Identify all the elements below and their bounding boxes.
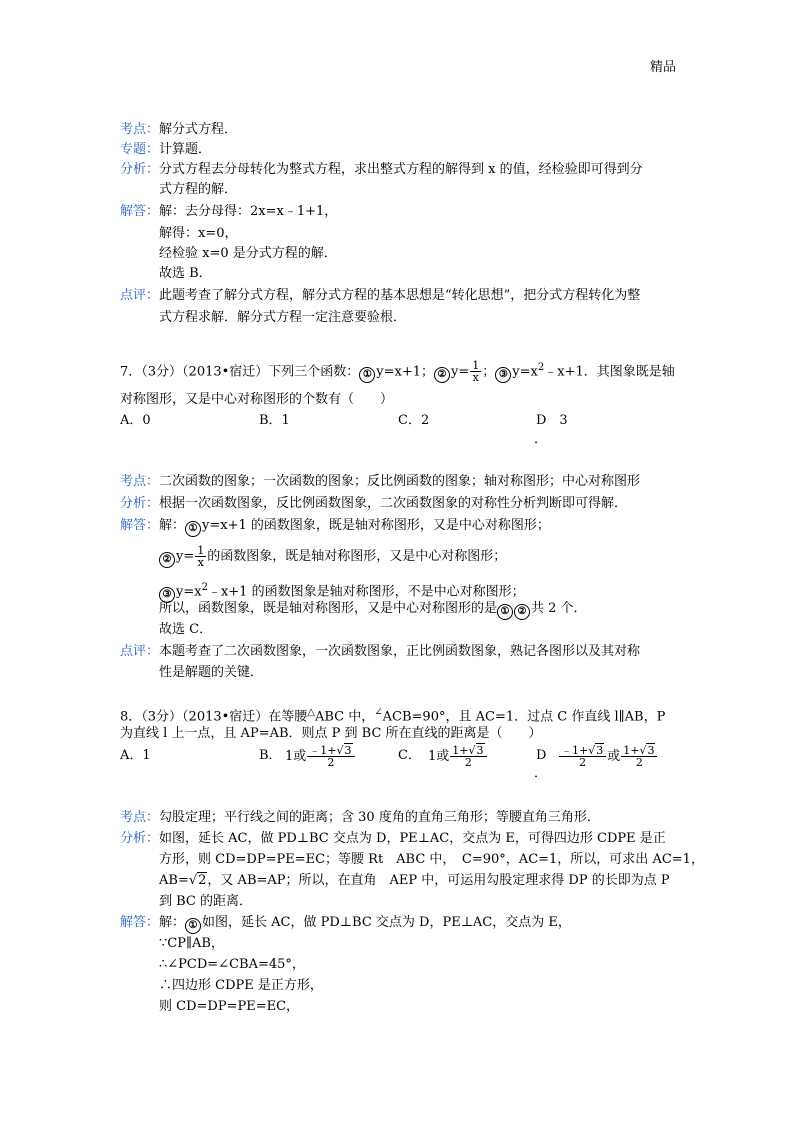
q8-jieda-1b: 如图，延长 AC，做 PD⊥BC 交点为 D，PE⊥AC，交点为 E， xyxy=(202,915,571,930)
q8-jieda-row xyxy=(120,915,571,934)
q8-option-c-label: C． xyxy=(398,748,421,763)
circled-3: ③ xyxy=(159,587,175,603)
q7-stem-line-1 xyxy=(120,358,675,383)
q7-f2-post: ； xyxy=(482,364,496,380)
frac-num: 1+√3 xyxy=(621,745,657,757)
q7-jieda-line-5: 故选 C． xyxy=(159,622,213,637)
zhuanti-text: 计算题． xyxy=(159,142,212,157)
q8-stem-line-2: 为直线 l 上一点，且 AP=AB．则点 P 到 BC 所在直线的距离是（ ） xyxy=(120,726,542,741)
radicand: 3 xyxy=(596,744,604,757)
q7-f2-pre: y= xyxy=(451,364,470,380)
jieda-tag: 解答： xyxy=(120,204,160,219)
circled-2: ② xyxy=(514,604,530,620)
fraction-1-over-x xyxy=(195,545,206,568)
fenxi-tag: 分析： xyxy=(120,162,160,177)
fraction-1-plus-root3-over-2 xyxy=(450,745,486,768)
q8-option-b-value xyxy=(285,745,356,768)
q7-jieda-tag: 解答： xyxy=(120,518,160,533)
q7-kaodian-text: 二次函数的图象；一次函数的图象；反比例函数的图象；轴对称图形；中心对称图形 xyxy=(159,474,641,489)
q8-option-d-label: D xyxy=(536,748,547,763)
circled-2: ② xyxy=(434,367,450,383)
q8-jieda-3: ∴∠PCD=∠CBA=45°， xyxy=(159,957,305,972)
fenxi-row xyxy=(120,162,643,178)
q7-jieda-line-3 xyxy=(159,580,525,603)
q7-jieda-4b: 共 2 个． xyxy=(531,601,587,616)
q8-stem-line-1 xyxy=(120,705,665,725)
radicand: 3 xyxy=(476,744,484,757)
q8-stem-1c: ACB=90°，且 AC=1．过点 C 作直线 l xyxy=(382,709,619,725)
q8-option-c-value xyxy=(428,745,488,768)
q8-jieda-4: ∴四边形 CDPE 是正方形， xyxy=(159,978,323,993)
q8-stem-1a: 8．（3分）（2013•宿迁）在等腰 xyxy=(120,709,308,725)
q7-jieda-4a: 所以，函数图象，既是轴对称图形，又是中心对称图形的是 xyxy=(159,601,498,616)
kaodian-text: 解分式方程． xyxy=(159,122,238,137)
q7-stem-line-2: 对称图形，又是中心对称图形的个数有（ ） xyxy=(120,392,394,407)
frac-den: 2 xyxy=(635,756,643,769)
q8-fenxi-tag: 分析： xyxy=(120,831,160,846)
q8-option-d-value xyxy=(558,745,658,768)
q8-fenxi-4: 到 BC 的距离． xyxy=(159,894,253,909)
q7-f1: y=x+1； xyxy=(376,364,435,380)
q7-fenxi-row xyxy=(120,496,627,512)
zhuanti-tag: 专题： xyxy=(120,142,160,157)
q7-f3: y=x xyxy=(512,364,538,380)
q8-fenxi-line-3 xyxy=(159,873,670,889)
frac-den: x xyxy=(197,556,204,569)
q8-stem-1d: AB，P xyxy=(624,709,666,725)
q7-option-c: C．2 xyxy=(398,413,430,428)
frac-num: 1 xyxy=(472,359,480,373)
q7-jieda-3-sup: 2 xyxy=(201,582,208,593)
zhuanti-row xyxy=(120,142,211,158)
fraction-neg1-plus-root3-over-2 xyxy=(559,745,606,768)
frac-num-lead: 1+ xyxy=(623,744,640,757)
q7-option-b: B．1 xyxy=(259,413,290,428)
frac-num-lead: ﹣1+ xyxy=(309,744,337,757)
frac-den: 2 xyxy=(464,756,472,769)
kaodian-tag: 考点： xyxy=(120,122,160,137)
q8-fenxi-3a: AB= xyxy=(159,873,189,888)
radicand: 3 xyxy=(647,744,655,757)
q7-f3-post: ﹣x+1．其图象既是轴 xyxy=(544,364,675,380)
q8-jieda-5: 则 CD=DP=PE=EC， xyxy=(159,999,300,1014)
jieda-text-1: 解：去分母得：2x=x﹣1+1， xyxy=(159,204,338,219)
angle-symbol: ∠ xyxy=(374,707,383,718)
triangle-symbol: △ xyxy=(307,707,315,718)
q7-option-d-dot: ． xyxy=(534,432,548,447)
fraction-neg1-plus-root3-over-2 xyxy=(307,745,354,768)
circled-2: ② xyxy=(159,552,175,568)
dianping-text-1: 此题考查了解分式方程，解分式方程的基本思想是“转化思想”，把分式方程转化为整 xyxy=(159,288,641,303)
q8-fenxi-row xyxy=(120,831,666,847)
q7-dianping-tag: 点评： xyxy=(120,644,160,659)
q8-option-d-dot: ． xyxy=(534,766,548,781)
frac-num-lead: 1+ xyxy=(452,744,469,757)
q7-jieda-3b: ﹣x+1 的函数图象是轴对称图形，不是中心对称图形； xyxy=(207,584,525,600)
q8-option-a: A．1 xyxy=(120,748,151,763)
q7-fenxi-tag: 分析： xyxy=(120,496,160,511)
q8-jieda-tag: 解答： xyxy=(120,915,160,930)
q8-fenxi-3b: ，又 AB=AP；所以，在直角 AEP 中，可运用勾股定理求得 DP 的长即为点 P xyxy=(207,873,670,888)
dianping-row xyxy=(120,288,640,304)
q7-dianping-2: 性是解题的关键． xyxy=(159,665,264,680)
kaodian-row xyxy=(120,122,237,138)
fenxi-text-2: 式方程的解． xyxy=(159,182,238,197)
q7-jieda-line-4 xyxy=(159,601,587,620)
q8-option-b-label: B． xyxy=(259,748,282,763)
frac-den: 2 xyxy=(327,756,335,769)
q8-option-d-or: 或 xyxy=(607,749,621,764)
circled-3: ③ xyxy=(495,367,511,383)
jieda-text-3: 经检验 x=0 是分式方程的解． xyxy=(159,246,337,261)
circled-1: ① xyxy=(185,918,201,934)
jieda-row xyxy=(120,204,337,220)
frac-den: 2 xyxy=(579,756,587,769)
frac-num-lead: ﹣1+ xyxy=(561,744,589,757)
circled-1: ① xyxy=(497,604,513,620)
frac-num: ﹣1+√3 xyxy=(559,745,606,757)
dianping-tag: 点评： xyxy=(120,288,160,303)
q8-stem-1b: ABC 中， xyxy=(315,709,375,725)
q7-dianping-1: 本题考查了二次函数图象，一次函数图象，正比例函数图象，熟记各图形以及其对称 xyxy=(159,644,641,659)
fraction-1-plus-root3-over-2 xyxy=(621,745,657,768)
q7-dianping-row xyxy=(120,644,640,660)
q7-option-a: A．0 xyxy=(120,413,151,428)
parallel-symbol: ∥ xyxy=(618,709,625,725)
q7-f3-sup: 2 xyxy=(537,362,545,373)
q8-jieda-1a: 解： xyxy=(159,915,186,930)
q7-jieda-line-2 xyxy=(159,545,506,568)
jieda-text-4: 故选 B． xyxy=(159,266,212,281)
jieda-text-2: 解得：x=0， xyxy=(159,226,238,241)
q7-fenxi-text: 根据一次函数图象，反比例函数图象，二次函数图象的对称性分析判断即可得解． xyxy=(159,496,628,511)
q7-jieda-1a: 解： xyxy=(159,518,186,533)
q8-fenxi-2: 方形，则 CD=DP=PE=EC；等腰 Rt ABC 中， C=90°，AC=1，所以，可求出 AC=1， xyxy=(159,852,704,867)
frac-den: x xyxy=(472,371,479,385)
q7-kaodian-tag: 考点： xyxy=(120,474,160,489)
q7-jieda-2b: 的函数图象，既是轴对称图形，又是中心对称图形； xyxy=(207,549,507,564)
circled-1: ① xyxy=(185,521,201,537)
q7-stem-a: 7．（3分）（2013•宿迁）下列三个函数： xyxy=(120,364,360,380)
sqrt-2: √2 xyxy=(188,873,207,888)
q7-jieda-3a: y=x xyxy=(176,584,202,600)
dianping-text-2: 式方程求解．解分式方程一定注意要验根． xyxy=(159,310,407,325)
q7-kaodian-row xyxy=(120,474,640,490)
radicand: 3 xyxy=(344,744,352,757)
q7-jieda-2a: y= xyxy=(176,549,195,564)
frac-num: 1+√3 xyxy=(450,745,486,757)
circled-1: ① xyxy=(359,367,375,383)
q8-option-b-prefix: 1或 xyxy=(285,749,307,764)
q8-kaodian-text: 勾股定理；平行线之间的距离；含 30 度角的直角三角形；等腰直角三角形． xyxy=(159,810,600,825)
fraction-1-over-x xyxy=(470,360,481,383)
frac-num: 1 xyxy=(197,544,205,557)
q8-option-c-prefix: 1或 xyxy=(428,749,450,764)
q7-option-d: D 3 xyxy=(536,413,568,428)
q7-jieda-1b: y=x+1 的函数图象，既是轴对称图形，又是中心对称图形； xyxy=(202,518,550,533)
q8-kaodian-tag: 考点： xyxy=(120,810,160,825)
page-header: 精品 xyxy=(650,60,677,75)
q8-jieda-2: ∵CP∥AB， xyxy=(159,936,224,951)
fenxi-text: 分式方程去分母转化为整式方程，求出整式方程的解得到 x 的值，经检验即可得到分 xyxy=(159,162,643,177)
frac-num: ﹣1+√3 xyxy=(307,745,354,757)
q7-jieda-row xyxy=(120,518,550,537)
q8-fenxi-1: 如图，延长 AC，做 PD⊥BC 交点为 D，PE⊥AC，交点为 E，可得四边形 CDPE 是正 xyxy=(159,831,666,846)
q8-kaodian-row xyxy=(120,810,600,826)
